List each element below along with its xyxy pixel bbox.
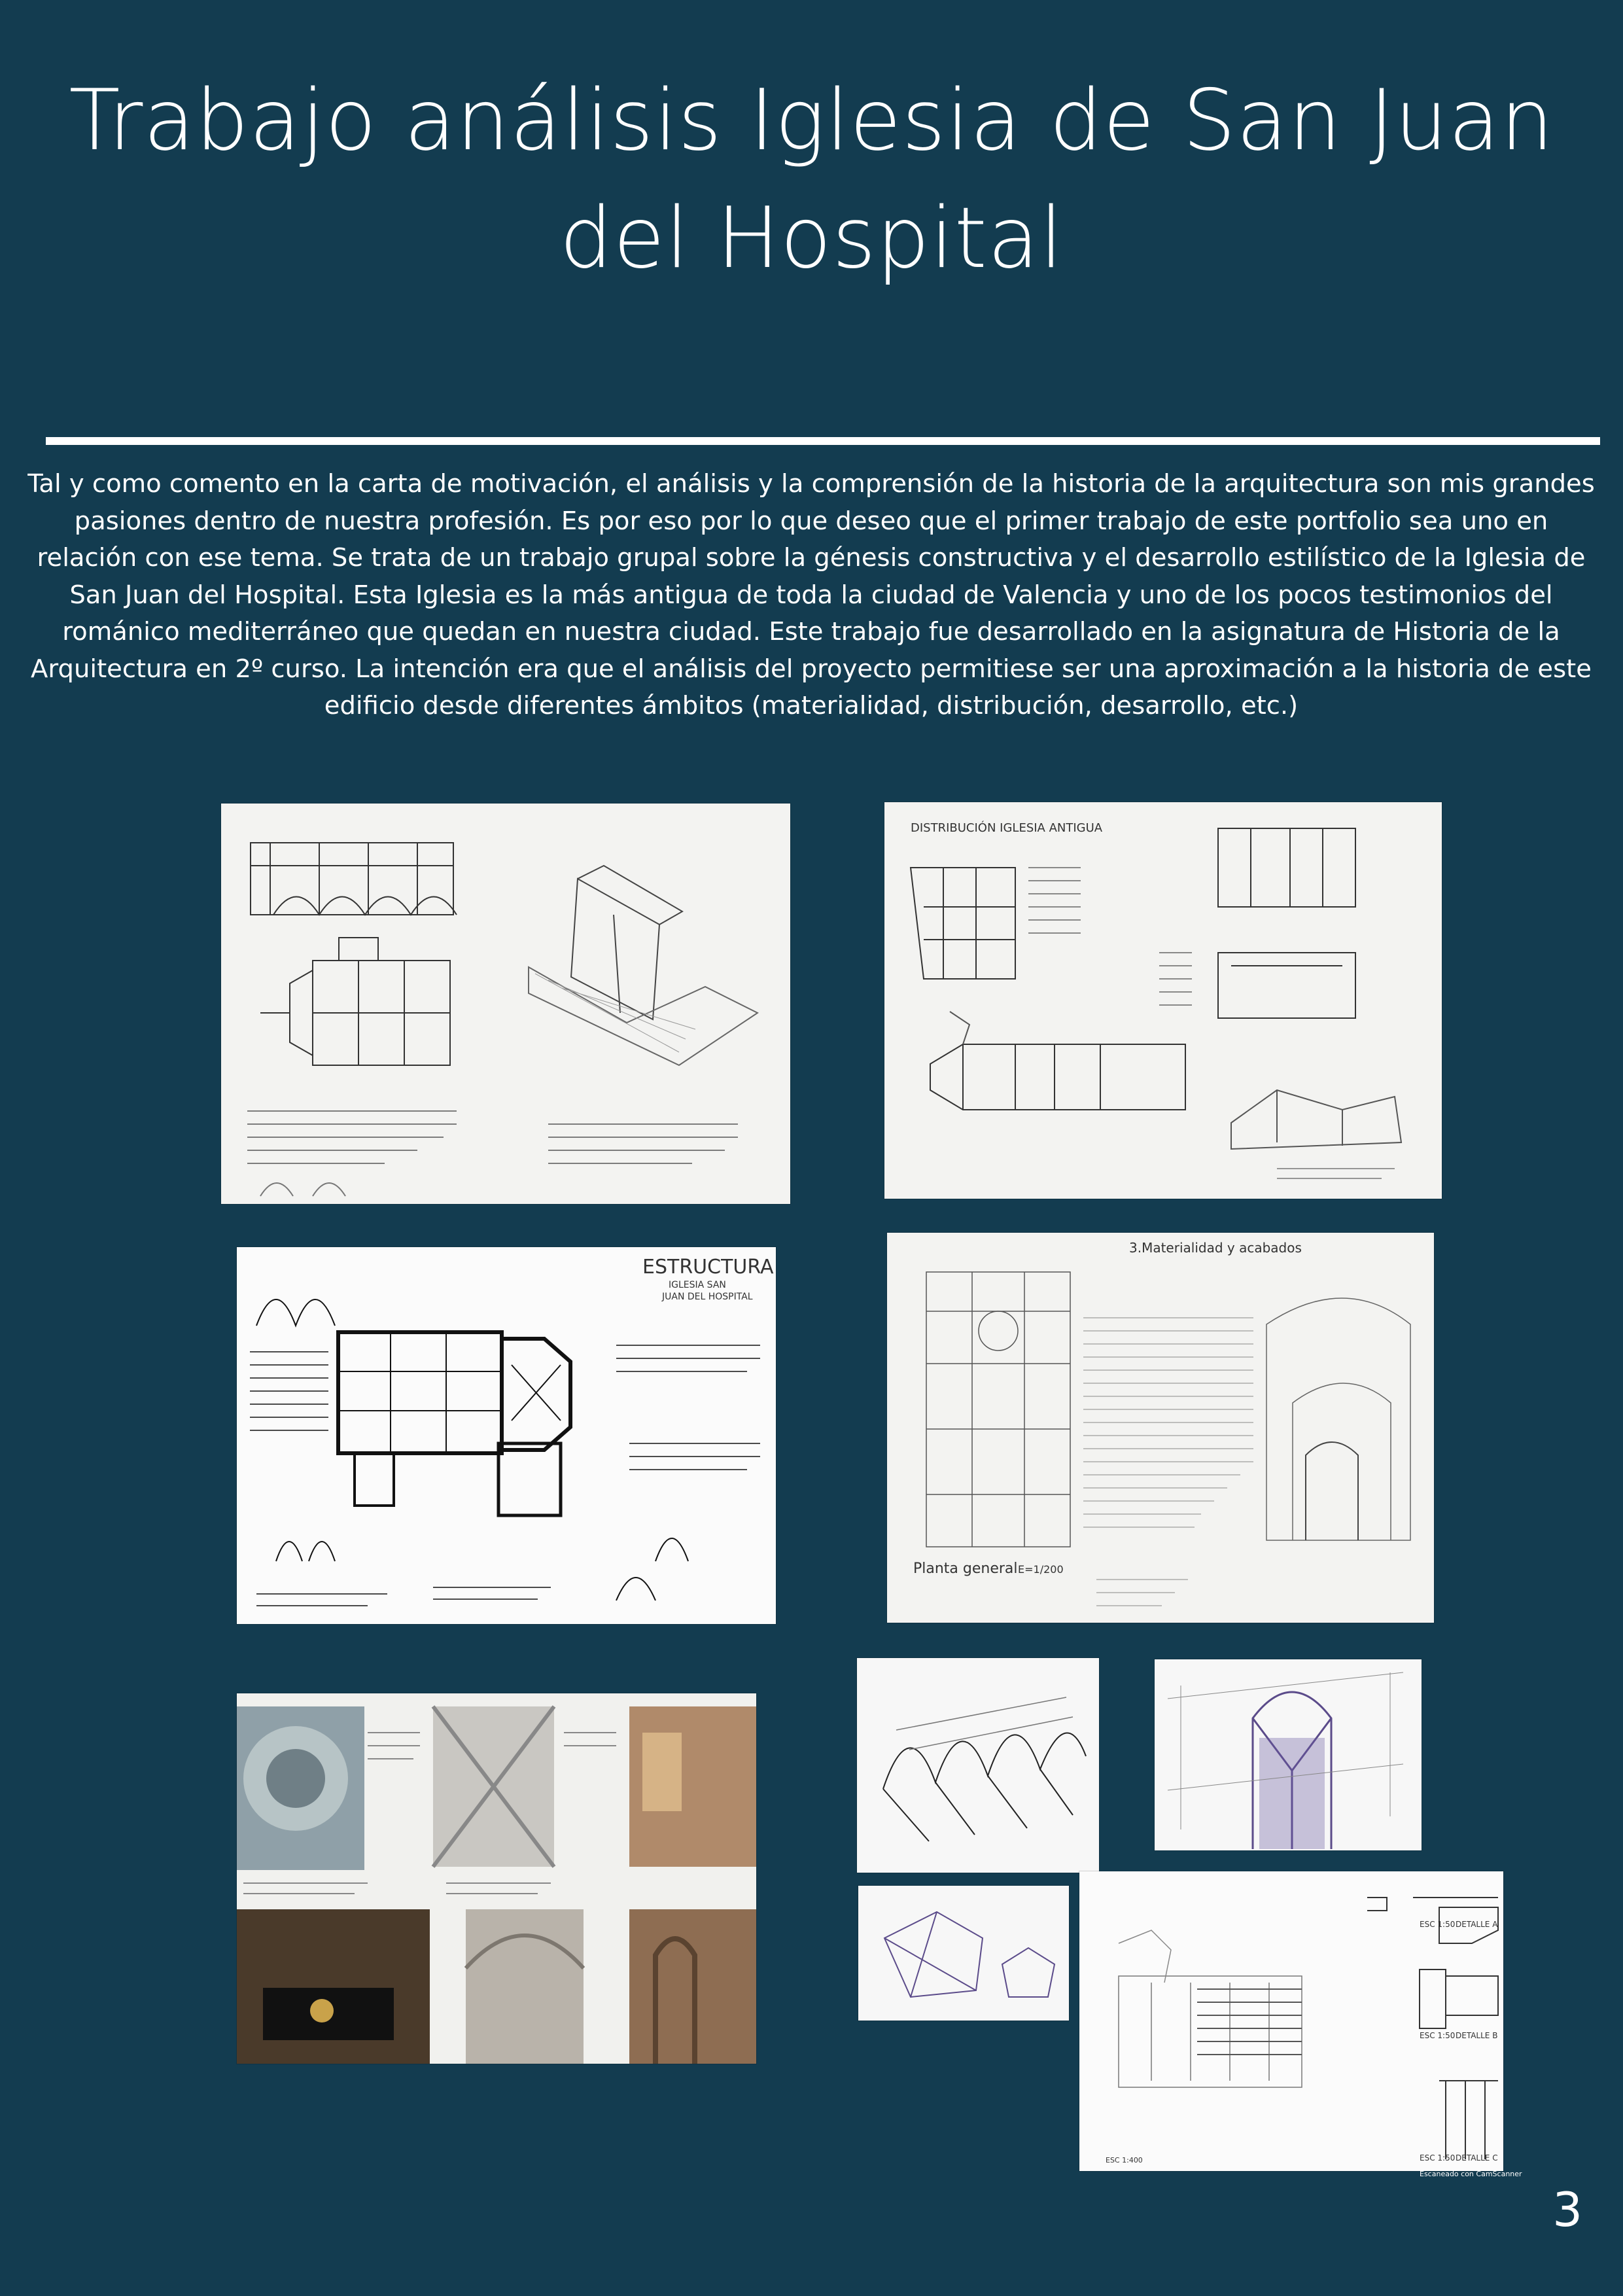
materialidad-title: 3.Materialidad y acabados [1129, 1240, 1302, 1256]
planta-general-label: Planta general [913, 1561, 1018, 1577]
sketch-sheet-materialidad [887, 1233, 1434, 1623]
intro-paragraph: Tal y como comento en la carta de motivación, el análisis y la comprensión de la historia de la arquitectura son mis grandes pasiones dentro de nuestra profesión. Es por eso por lo que deseo que el primer trabajo de este portfolio sea uno en relación con ese tema. Se trata de un trabajo grupal sobre la génesis constructiva y el desarrollo estilístico de la Iglesia de San Juan del Hospital. Esta Iglesia es la más antigua de toda la ciudad de Valencia y uno de los pocos testimonios del románico mediterráneo que quedan en nuestra ciudad. Este trabajo fue desarrollado en la asignatura de Historia de la Arquitectura en 2º curso. La intención era que el análisis del proyecto permitiese ser una aproximación a la historia de este edificio desde diferentes ámbitos (materialidad, distribución, desarrollo, etc.) [27, 469, 1595, 720]
detalle-b-scale: ESC 1:50 [1420, 2031, 1456, 2040]
sketch-sheet-distribucion [884, 802, 1442, 1199]
detalle-a-scale: ESC 1:50 [1420, 1920, 1456, 1929]
escala-label: E=1/200 [1018, 1563, 1064, 1576]
estructura-title: ESTRUCTURA [642, 1256, 774, 1279]
detalle-c-scale: ESC 1:50 [1420, 2153, 1456, 2163]
title-divider [46, 437, 1600, 445]
sketch-sheet-estructura [237, 1247, 776, 1624]
polygon-plan-sketch [858, 1886, 1069, 2021]
estructura-subtitle-1: IGLESIA SAN [669, 1280, 726, 1290]
page-number: 3 [1552, 2182, 1582, 2237]
photo-chapel [466, 1909, 584, 2064]
photo-collage-sheet [237, 1693, 756, 2064]
detalle-a-label: DETALLE A [1456, 1920, 1498, 1929]
vault-sketch [857, 1658, 1099, 1873]
detalle-b-label: DETALLE B [1456, 2031, 1498, 2040]
distribucion-title: DISTRIBUCIÓN IGLESIA ANTIGUA [911, 821, 1103, 835]
page-title: Trabajo análisis Iglesia de San Juan del Hospital [69, 72, 1554, 287]
photo-floor [237, 1909, 430, 2064]
sketch-sheet-plan-axonometric [221, 804, 790, 1204]
scanner-watermark: Escaneado con CamScanner [1420, 2170, 1522, 2178]
details-sheet [1079, 1871, 1503, 2171]
planta-scale: ESC 1:400 [1106, 2156, 1143, 2164]
estructura-subtitle-2: JUAN DEL HOSPITAL [662, 1292, 753, 1302]
rib-vault-sketch [1155, 1659, 1422, 1850]
detalle-c-label: DETALLE C [1456, 2153, 1498, 2163]
